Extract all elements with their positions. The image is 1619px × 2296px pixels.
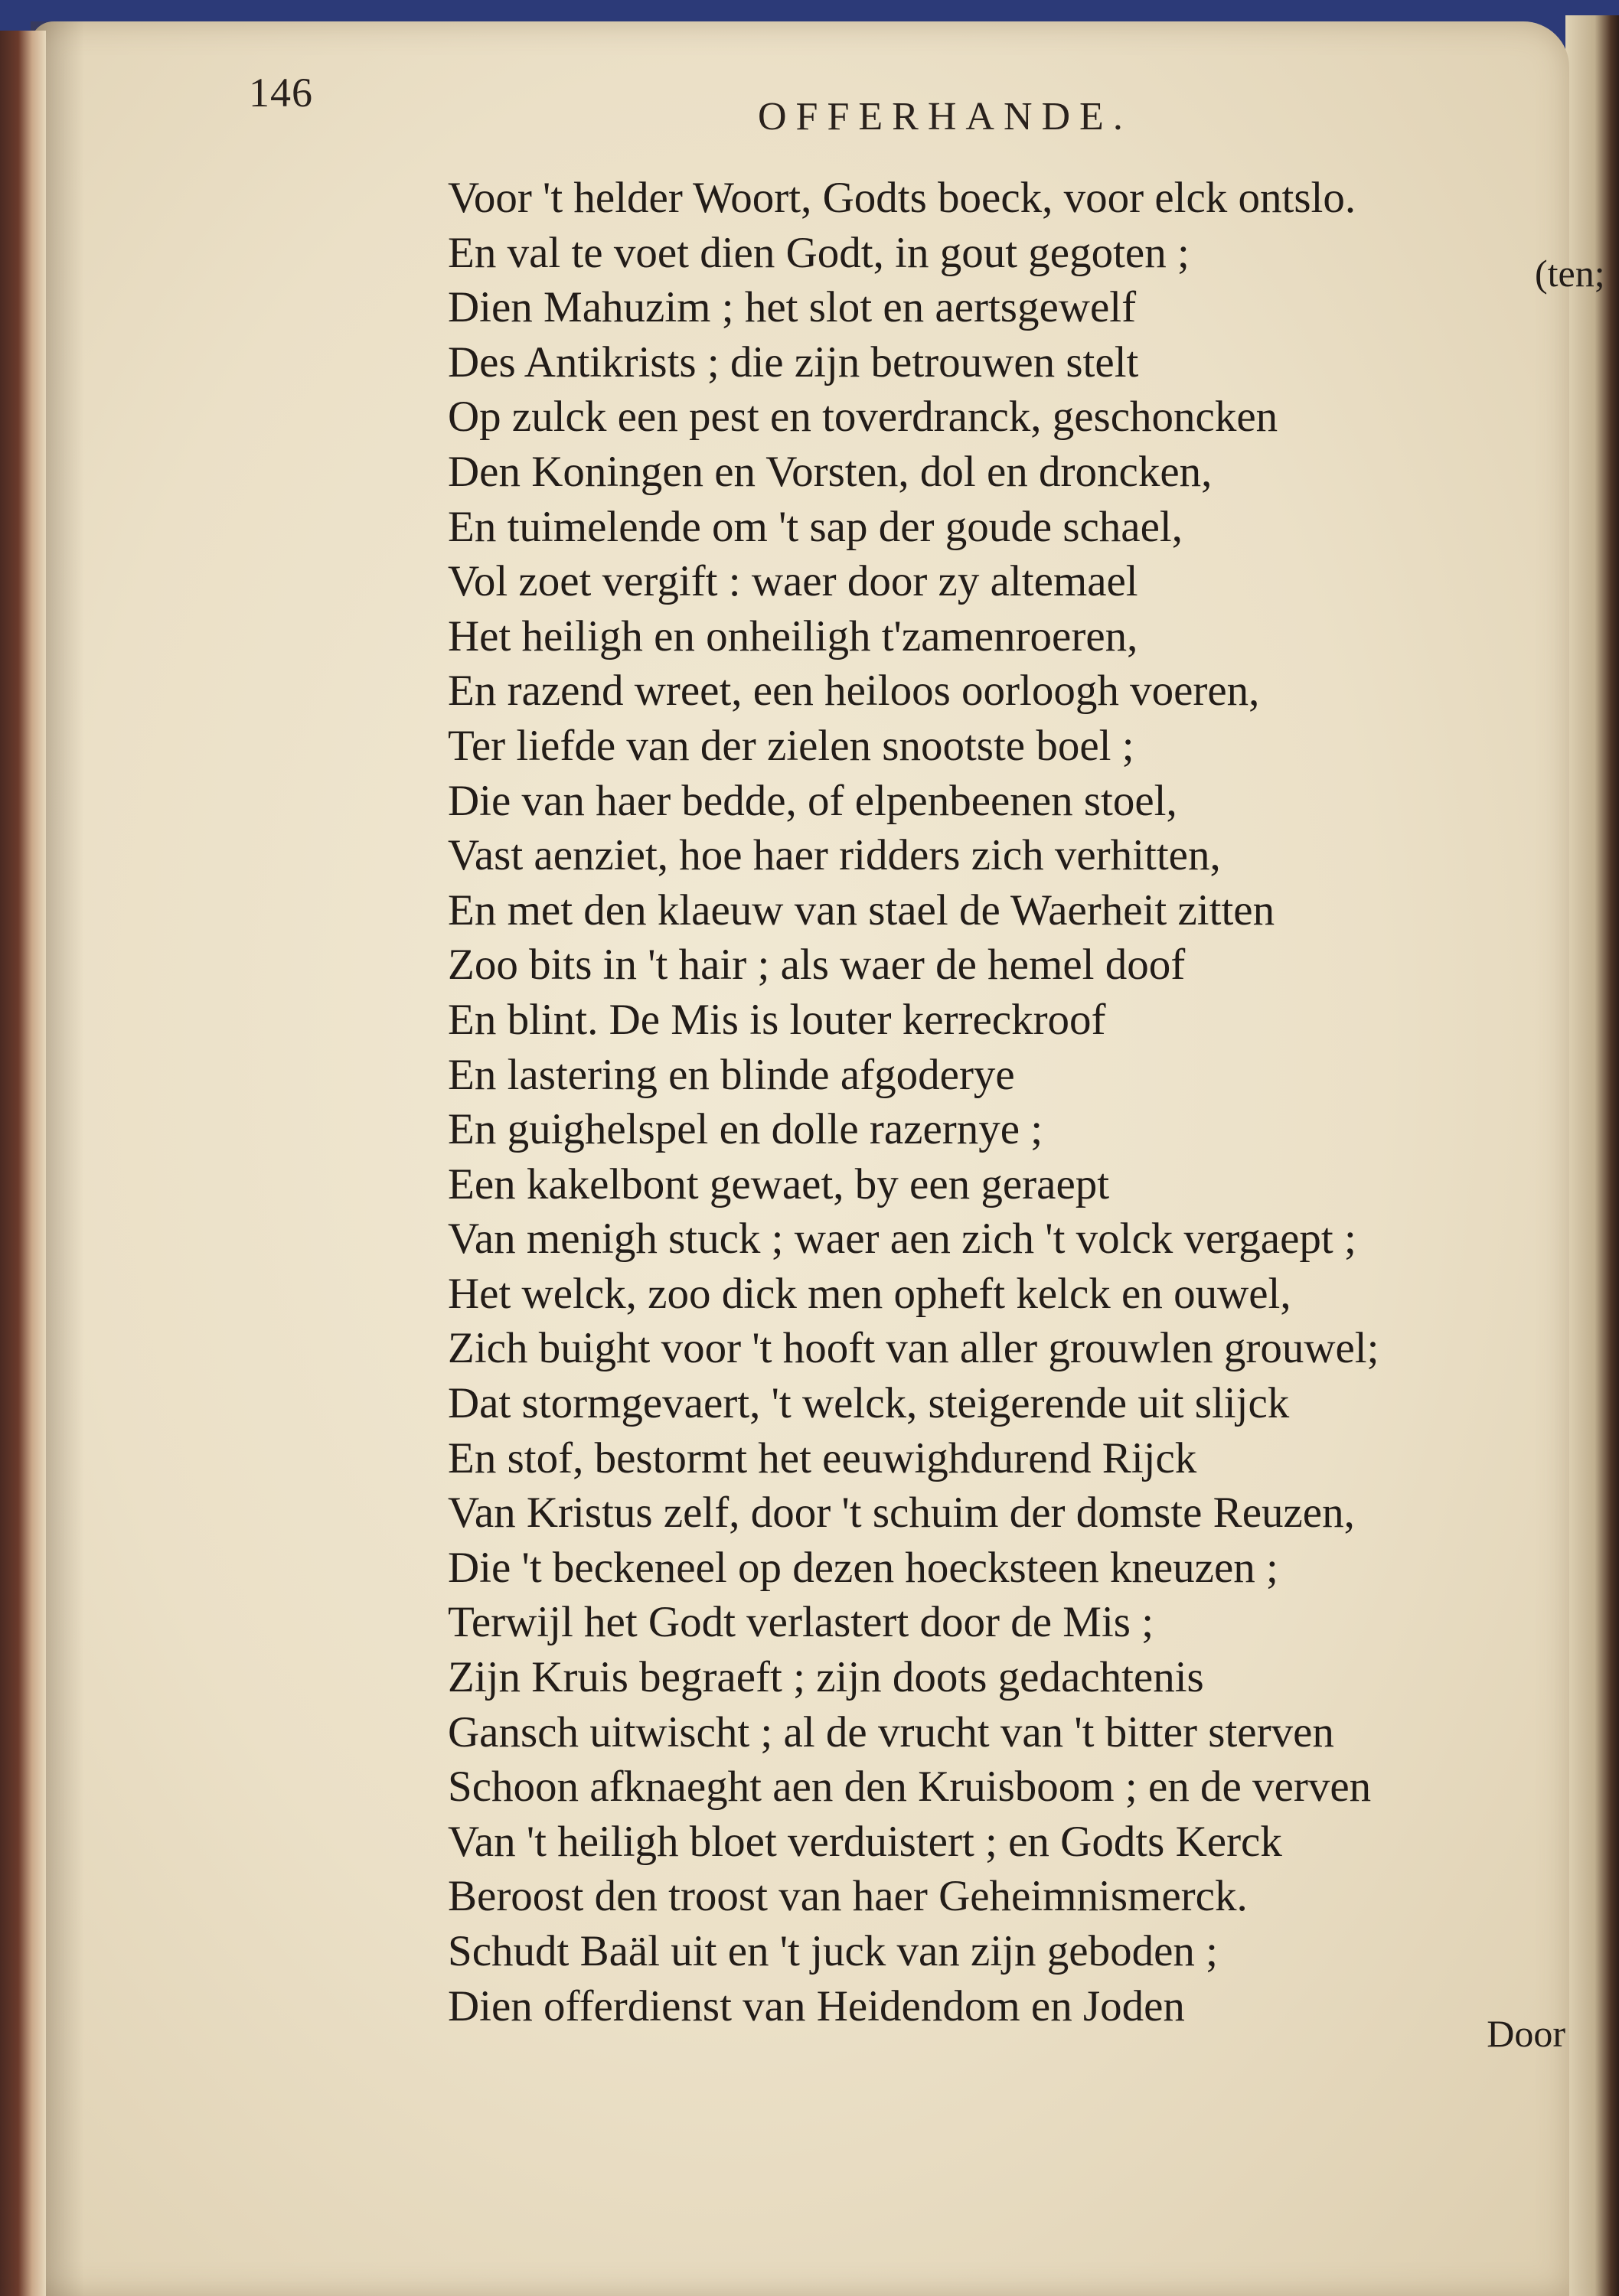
poem-line: Een kakelbont gewaet, by een geraept [448,1159,1110,1208]
poem-line: Het welck, zoo dick men opheft kelck en ouwel, [448,1269,1291,1318]
poem-line: Den Koningen en Vorsten, dol en droncken, [448,447,1213,496]
poem-line: Van menigh stuck ; waer aen zich 't volck vergaept ; [448,1215,1356,1264]
running-head: OFFERHANDE. [758,95,1132,139]
poem-line: Die 't beckeneel op dezen hoecksteen kneuzen ; [448,1543,1278,1592]
book-page [31,21,1605,2296]
poem-line: Die van haer bedde, of elpenbeenen stoel, [448,776,1177,825]
poem-line: En tuimelende om 't sap der goude schael, [448,502,1183,551]
poem-line: Op zulck een pest en toverdranck, geschoncken [448,393,1278,442]
poem-line: En stof, bestormt het eeuwighdurend Rijck [448,1433,1197,1482]
poem-line: Zijn Kruis begraeft ; zijn doots gedachtenis [448,1653,1204,1702]
page-number: 146 [249,70,313,116]
poem-line: Van Kristus zelf, door 't schuim der domste Reuzen, [448,1489,1355,1538]
catchword: Door [1487,2012,1565,2055]
margin-word: (ten; [1535,252,1605,295]
poem-line: Zoo bits in 't hair ; als waer de hemel doof [448,941,1186,990]
poem-line: En met den klaeuw van stael de Waerheit zitten [448,885,1275,934]
book-edge-left [0,31,46,2296]
poem-line: Dat stormgevaert, 't welck, steigerende uit slijck [448,1379,1290,1428]
poem-line: En val te voet dien Godt, in gout gegoten ; [448,228,1190,277]
poem-line: Dien Mahuzim ; het slot en aertsgewelf [448,283,1137,332]
poem-line: Zich buight voor 't hooft van aller grouwlen grouwel; [448,1324,1379,1373]
poem-text [448,171,1581,2033]
poem-line: Vol zoet vergift : waer door zy altemael [448,557,1138,606]
poem-line: Voor 't helder Woort, Godts boeck, voor elck ontslo. [448,174,1356,222]
poem-line: Schudt Baäl uit en 't juck van zijn geboden ; [448,1927,1218,1975]
poem-line: Des Antikrists ; die zijn betrouwen stelt [448,338,1139,386]
poem-line: Beroost den troost van haer Geheimnismerck. [448,1872,1248,1921]
poem-line: Vast aenziet, hoe haer ridders zich verhitten, [448,831,1221,880]
poem-line: En guighelspel en dolle razernye ; [448,1105,1043,1154]
poem-line: Gansch uitwischt ; al de vrucht van 't bitter sterven [448,1707,1334,1756]
poem-line: Dien offerdienst van Heidendom en Joden [448,1981,1185,2030]
poem-line: En razend wreet, een heiloos oorloogh voeren, [448,667,1260,716]
poem-line: En lastering en blinde afgoderye [448,1050,1015,1099]
poem-line: En blint. De Mis is louter kerreckroof [448,995,1106,1044]
poem-line: Ter liefde van der zielen snootste boel ; [448,721,1134,770]
poem-line: Schoon afknaeght aen den Kruisboom ; en de verven [448,1763,1372,1812]
poem-line: Van 't heiligh bloet verduistert ; en Godts Kerck [448,1817,1282,1866]
poem-line: Terwijl het Godt verlastert door de Mis ; [448,1598,1154,1647]
poem-line: Het heiligh en onheiligh t'zamenroeren, [448,612,1138,660]
